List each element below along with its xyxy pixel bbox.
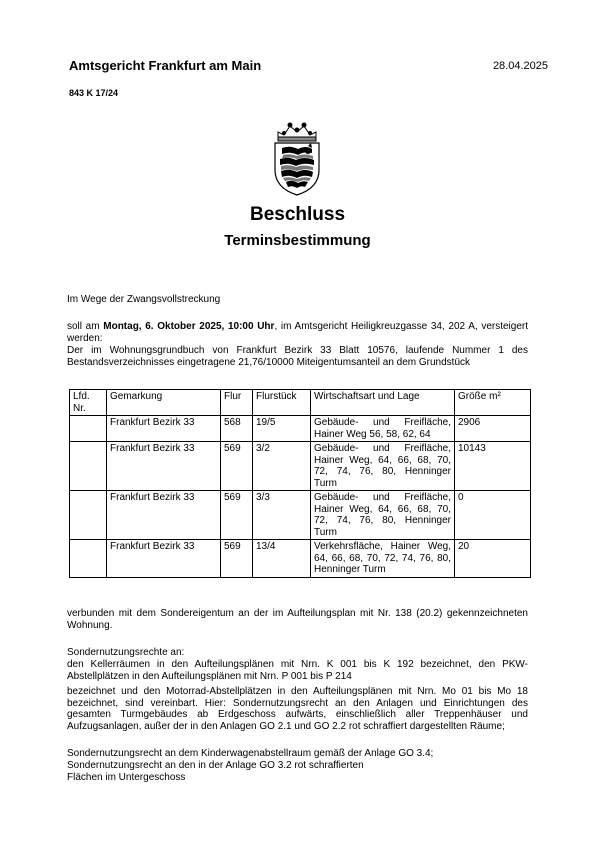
document-date: 28.04.2025 — [492, 60, 548, 72]
cell-flur: 569 — [221, 491, 253, 540]
cell-lage: Verkehrsfläche, Hainer Weg, 64, 66, 68, 70, 72, 74, 76, 80, Henninger Turm — [311, 540, 455, 578]
cell-groesse: 2906 — [455, 416, 531, 442]
header-gemarkung: Gemarkung — [107, 390, 221, 416]
cell-lfd — [70, 540, 107, 578]
grundstueck-table — [69, 389, 531, 578]
cell-flur: 569 — [221, 442, 253, 491]
snr-text-5: Flächen im Untergeschoss — [67, 772, 186, 783]
grundbuch-text: Der im Wohnungsgrundbuch von Frankfurt Bezirk 33 Blatt 10576, laufende Nummer 1 des Bestandsverzeichnisses eingetragene 21,76/10000 Miteigentumsanteil an dem Grundstück — [67, 345, 528, 368]
termin-date: Montag, 6. Oktober 2025, 10:00 Uhr — [103, 321, 275, 332]
cell-lage: Gebäude- und Freifläche, Hainer Weg, 64, 66, 68, 70, 72, 74, 76, 80, Henninger Turm — [311, 491, 455, 540]
cell-lfd — [70, 442, 107, 491]
cell-flurstueck: 3/2 — [253, 442, 311, 491]
cell-lage: Gebäude- und Freifläche, Hainer Weg 56, 58, 62, 64 — [311, 416, 455, 442]
page-subtitle: Terminsbestimmung — [224, 232, 371, 249]
cell-lfd — [70, 491, 107, 540]
cell-flurstueck: 19/5 — [253, 416, 311, 442]
cell-gemarkung: Frankfurt Bezirk 33 — [107, 491, 221, 540]
cell-groesse: 0 — [455, 491, 531, 540]
table-row — [70, 491, 531, 540]
cell-flurstueck: 3/3 — [253, 491, 311, 540]
table-row — [70, 540, 531, 578]
termin-post: , im Amtsgericht Heiligkreuzgasse 34, 202 A, versteigert werden: — [67, 321, 529, 344]
sondereigentum-text: verbunden mit dem Sondereigentum an der im Aufteilungsplan mit Nr. 138 (20.2) gekennzeichneten Wohnung. — [67, 608, 528, 631]
intro-text: Im Wege der Zwangsvollstreckung — [67, 294, 221, 305]
termin-paragraph — [67, 321, 528, 344]
header-flur: Flur — [221, 390, 253, 416]
case-number: 843 K 17/24 — [69, 88, 119, 98]
snr-text-1: den Kellerräumen in den Aufteilungsplänen mit Nrn. K 001 bis K 192 bezeichnet, den PKW-Abstellplätzen in den Aufteilungsplänen mit Nrn. P 001 bis P 214 — [67, 659, 528, 682]
table-row — [70, 442, 531, 491]
table-row — [70, 416, 531, 442]
cell-groesse: 10143 — [455, 442, 531, 491]
cell-flurstueck: 13/4 — [253, 540, 311, 578]
cell-lage: Gebäude- und Freifläche, Hainer Weg, 64, 66, 68, 70, 72, 74, 76, 80, Henninger Turm — [311, 442, 455, 491]
snr-text-3: Sondernutzungsrecht an dem Kinderwagenabstellraum gemäß der Anlage GO 3.4; — [67, 748, 434, 759]
termin-pre: soll am — [67, 321, 104, 332]
page-title: Beschluss — [249, 204, 346, 225]
header-flurstueck: Flurstück — [253, 390, 311, 416]
cell-gemarkung: Frankfurt Bezirk 33 — [107, 442, 221, 491]
cell-flur: 568 — [221, 416, 253, 442]
snr-heading: Sondernutzungsrechte an: — [67, 647, 185, 658]
header-lage: Wirtschaftsart und Lage — [311, 390, 455, 416]
table-header-row — [70, 390, 531, 416]
court-name: Amtsgericht Frankfurt am Main — [69, 58, 262, 73]
cell-groesse: 20 — [455, 540, 531, 578]
snr-text-4: Sondernutzungsrecht an den in der Anlage GO 3.2 rot schraffierten — [67, 760, 364, 771]
cell-gemarkung: Frankfurt Bezirk 33 — [107, 540, 221, 578]
cell-lfd — [70, 416, 107, 442]
coat-of-arms-icon — [268, 118, 326, 196]
header-lfd: Lfd. Nr. — [70, 390, 107, 416]
snr-text-2: bezeichnet und den Motorrad-Abstellplätzen in den Aufteilungsplänen mit Nrn. Mo 01 bis Mo 18 bezeichnet, sind vereinbart. Hier: Sondernutzungsrecht an den Anlagen und Einrichtungen des gesamten Turmgebäudes ab Erdgeschoss aufwärts, einschließlich aller Treppenhäuser und Aufzugsanlagen, außer der in den Anlagen GO 2.1 und GO 2.2 rot schraffiert dargestellten Räume; — [67, 686, 528, 732]
header-groesse: Größe m² — [455, 390, 531, 416]
cell-gemarkung: Frankfurt Bezirk 33 — [107, 416, 221, 442]
cell-flur: 569 — [221, 540, 253, 578]
